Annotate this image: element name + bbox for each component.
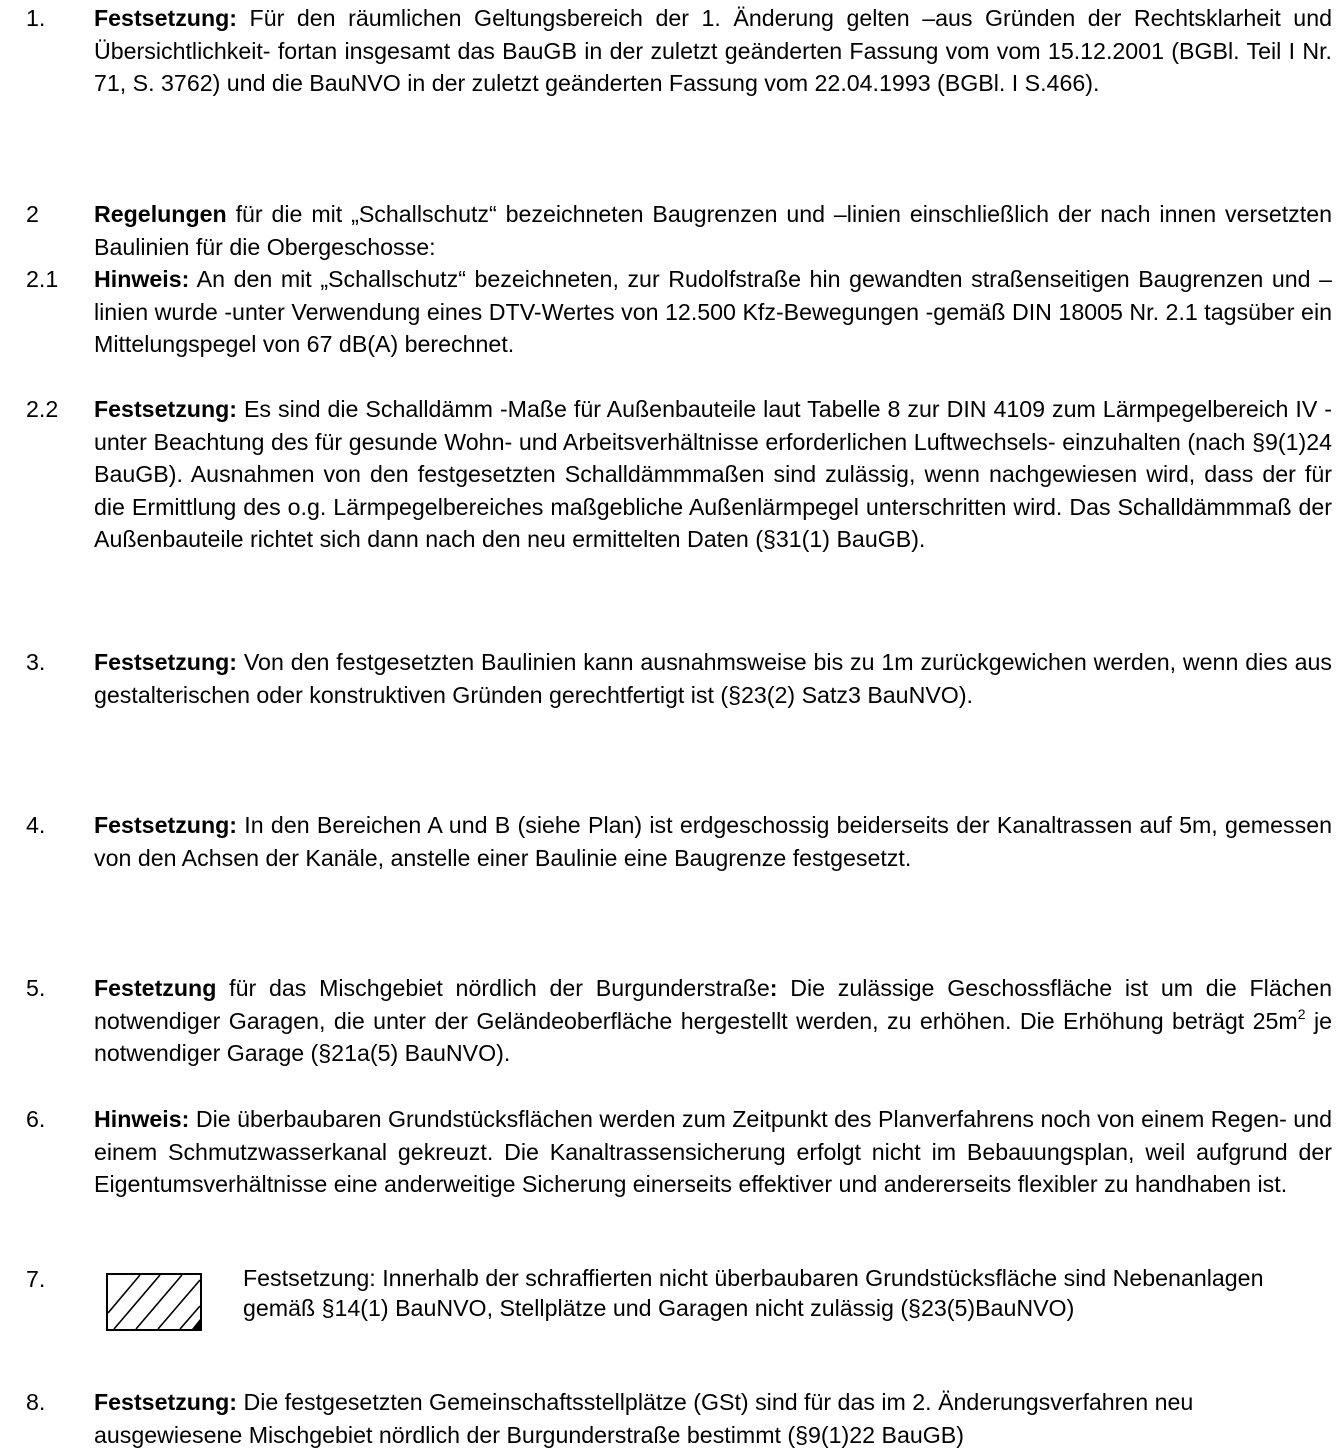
item-lead: Festsetzung: — [94, 649, 237, 675]
hatch-legend-icon — [106, 1273, 202, 1331]
item-body: je notwendiger Garage (§21a(5) BauNVO). — [94, 1007, 1332, 1066]
item-number: 2.2 — [26, 396, 59, 422]
item-text — [94, 2, 1332, 100]
item-text — [94, 809, 1332, 874]
item-colon: : — [769, 975, 778, 1001]
item-text — [94, 263, 1332, 361]
item-number: 8. — [26, 1389, 46, 1415]
item-number: 6. — [26, 1106, 46, 1132]
superscript: 2 — [1297, 1005, 1306, 1022]
item-number: 4. — [26, 812, 46, 838]
item-body: Die zulässige Geschossfläche ist um die Flächen notwendiger Garagen, die unter der Geländeoberfläche hergestellt werden, zu erhöhen. Die Erhöhung beträgt 25m — [94, 975, 1332, 1034]
item-body: Die festgesetzten Gemeinschaftsstellplätze (GSt) sind für das im 2. Änderungsverfahren neu ausgewiesene Mischgebiet nördlich der Burgunderstraße bestimmt (§9(1)22 BauGB) — [94, 1389, 1194, 1448]
item-lead: Festsetzung: — [94, 396, 237, 422]
item-lead: Festetzung — [94, 975, 217, 1001]
item-lead: Regelungen — [94, 201, 227, 227]
item-number: 3. — [26, 649, 46, 675]
item-number: 7. — [26, 1266, 46, 1292]
list-item — [0, 1263, 1344, 1363]
item-number: 1. — [26, 5, 46, 31]
item-number: 2 — [26, 201, 39, 227]
item-lead: Festsetzung: — [94, 5, 237, 31]
item-body: In den Bereichen A und B (siehe Plan) ist erdgeschossig beiderseits der Kanaltrassen auf 5m, gemessen von den Achsen der Kanäle, anstelle einer Baulinie eine Baugrenze festgesetzt. — [94, 812, 1332, 871]
item-lead: Hinweis: — [94, 266, 190, 292]
item-text — [94, 972, 1332, 1070]
item-text — [94, 1386, 1332, 1451]
item-text — [94, 393, 1332, 556]
item-text — [94, 198, 1332, 263]
item-text: Festsetzung: Innerhalb der schraffierten nicht überbaubaren Grundstücksfläche sind Nebenanlagen gemäß §14(1) BauNVO, Stellplätze und Garagen nicht zulässig (§23(5)BauNVO) — [243, 1265, 1264, 1322]
item-body: für die mit „Schallschutz“ bezeichneten Baugrenzen und –linien einschließlich der nach innen versetzten Baulinien für die Obergeschosse: — [94, 201, 1332, 260]
item-lead: Hinweis: — [94, 1106, 190, 1132]
item-body: Für den räumlichen Geltungsbereich der 1. Änderung gelten –aus Gründen der Rechtsklarheit und Übersichtlichkeit- fortan insgesamt das BauGB in der zuletzt geänderten Fassung vom vom 15.12.2001 (BGBl. Teil I Nr. 71, S. 3762) und die BauNVO in der zuletzt geänderten Fassung vom 22.04.1993 (BGBl. I S.466). — [94, 5, 1332, 96]
item-lead: Festsetzung: — [94, 1389, 237, 1415]
item-text — [94, 1103, 1332, 1201]
item-body: für das Mischgebiet nördlich der Burgunderstraße — [216, 975, 770, 1001]
item-body: Es sind die Schalldämm -Maße für Außenbauteile laut Tabelle 8 zur DIN 4109 zum Lärmpegelbereich IV - unter Beachtung des für gesunde Wohn- und Arbeitsverhältnisse erforderlichen Luftwechsels- einzuhalten (nach §9(1)24 BauGB). Ausnahmen von den festgesetzten Schalldämmmaßen sind zulässig, wenn nachgewiesen wird, dass der für die Ermittlung des o.g. Lärmpegelbereiches maßgebliche Außenlärmpegel unterschritten wird. Das Schalldämmmaß der Außenbauteile richtet sich dann nach den neu ermittelten Daten (§31(1) BauGB). — [94, 396, 1332, 552]
item-body: Von den festgesetzten Baulinien kann ausnahmsweise bis zu 1m zurückgewichen werden, wenn dies aus gestalterischen oder konstruktiven Gründen gerechtfertigt ist (§23(2) Satz3 BauNVO). — [94, 649, 1332, 708]
item-body: An den mit „Schallschutz“ bezeichneten, zur Rudolfstraße hin gewandten straßenseitigen Baugrenzen und –linien wurde -unter Verwendung eines DTV-Wertes von 12.500 Kfz-Bewegungen -gemäß DIN 18005 Nr. 2.1 tagsüber ein Mittelungspegel von 67 dB(A) berechnet. — [94, 266, 1332, 357]
item-number: 5. — [26, 975, 46, 1001]
item-number: 2.1 — [26, 266, 59, 292]
item-body: Die überbaubaren Grundstücksflächen werden zum Zeitpunkt des Planverfahrens noch von einem Regen- und einem Schmutzwasserkanal gekreuzt. Die Kanaltrassensicherung erfolgt nicht im Bebauungsplan, weil aufgrund der Eigentumsverhältnisse eine anderweitige Sicherung einerseits effektiver und andererseits flexibler zu handhaben ist. — [94, 1106, 1332, 1197]
item-lead: Festsetzung: — [94, 812, 237, 838]
item-text — [94, 646, 1332, 711]
